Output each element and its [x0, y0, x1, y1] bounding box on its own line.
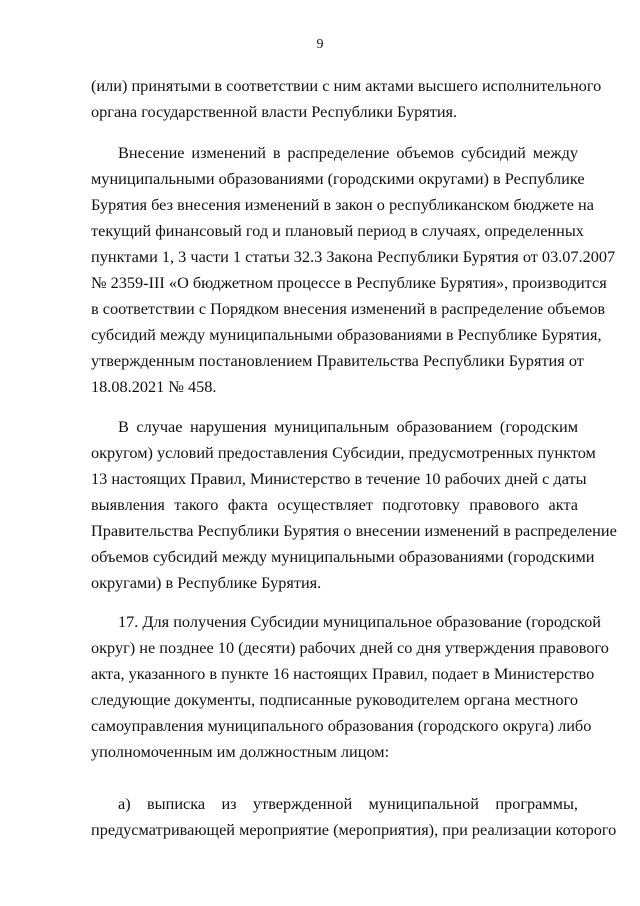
- text-line: предусматривающей мероприятие (мероприятия), при реализации которого: [91, 820, 617, 839]
- text-line: пунктами 1, 3 части 1 статьи 32.3 Закона Республики Бурятия от 03.07.2007: [91, 247, 616, 266]
- paragraph-17: [91, 609, 609, 765]
- text-line: органа государственной власти Республики Бурятия.: [91, 102, 458, 121]
- paragraph-item-a: [91, 791, 617, 843]
- text-line: следующие документы, подписанные руководителем органа местного: [91, 690, 578, 709]
- text-line: округом) условий предоставления Субсидии, предусмотренных пунктом: [91, 443, 596, 462]
- text-line: утвержденным постановлением Правительства Республики Бурятия от: [91, 351, 584, 370]
- text-line: Бурятия без внесения изменений в закон о республиканском бюджете на: [91, 195, 594, 214]
- text-line: самоуправления муниципального образования (городского округа) либо: [91, 716, 592, 735]
- text-line: Правительства Республики Бурятия о внесении изменений в распределение: [91, 521, 617, 540]
- text-line: округ) не позднее 10 (десяти) рабочих дней со дня утверждения правового: [91, 638, 609, 657]
- text-line: № 2359-III «О бюджетном процессе в Республике Бурятия», производится: [91, 273, 607, 292]
- text-line: 17. Для получения Субсидии муниципальное образование (городской: [118, 612, 601, 631]
- page-number: 9: [316, 37, 324, 52]
- text-line: (или) принятыми в соответствии с ним актами высшего исполнительного: [91, 76, 602, 95]
- text-line: субсидий между муниципальными образованиями в Республике Бурятия,: [91, 325, 602, 344]
- text-line: В случае нарушения муниципальным образованием (городским: [118, 417, 578, 436]
- text-line: муниципальными образованиями (городскими округами) в Республике: [91, 169, 585, 188]
- text-line: Внесение изменений в распределение объемов субсидий между: [118, 143, 578, 162]
- text-line: акта, указанного в пункте 16 настоящих Правил, подает в Министерство: [91, 664, 595, 683]
- text-line: 13 настоящих Правил, Министерство в течение 10 рабочих дней с даты: [91, 469, 587, 488]
- text-line: уполномоченным им должностным лицом:: [91, 742, 390, 761]
- paragraph-violation: [91, 414, 617, 596]
- text-line: выявления такого факта осуществляет подготовку правового акта: [91, 495, 578, 514]
- text-line: объемов субсидий между муниципальными образованиями (городскими: [91, 547, 595, 566]
- text-line: текущий финансовый год и плановый период в случаях, определенных: [91, 221, 584, 240]
- text-line: 18.08.2021 № 458.: [91, 377, 217, 396]
- text-line: в соответствии с Порядком внесения изменений в распределение объемов: [91, 299, 606, 318]
- text-line: а) выписка из утвержденной муниципальной программы,: [118, 794, 578, 813]
- paragraph-budget-changes: [91, 140, 616, 400]
- paragraph-continuation: [91, 73, 602, 125]
- text-line: округами) в Республике Бурятия.: [91, 573, 322, 592]
